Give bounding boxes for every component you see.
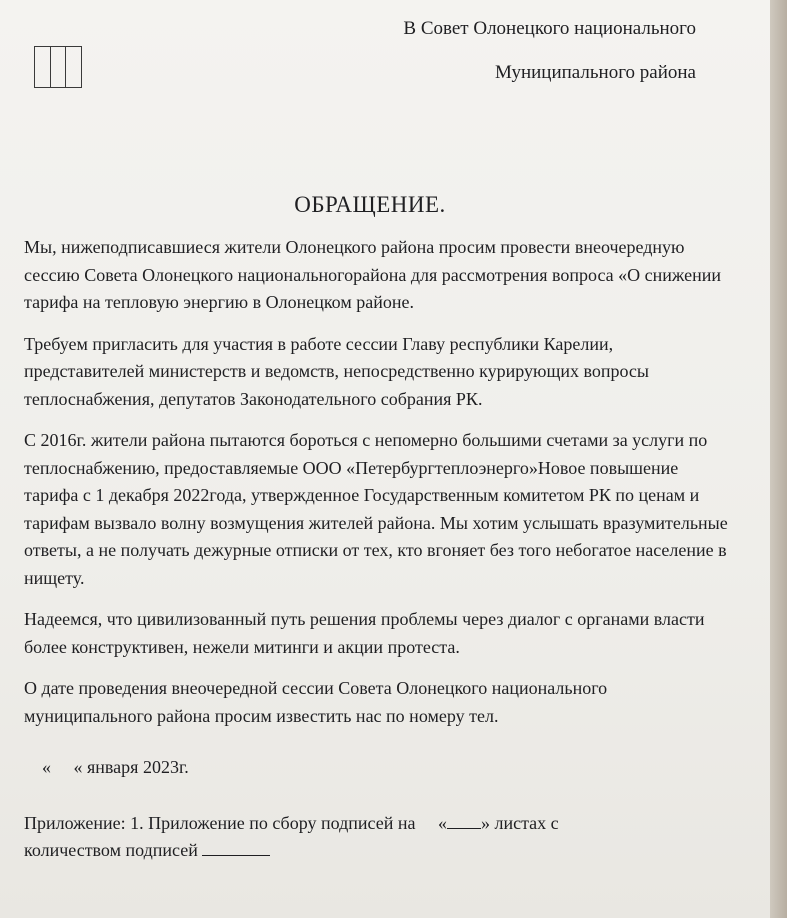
- registration-cell: [35, 47, 51, 87]
- sheets-blank: [447, 827, 481, 829]
- annex-text: Приложение: 1. Приложение по сбору подписей на: [24, 812, 416, 833]
- date-text: января 2023г.: [87, 757, 189, 777]
- addressee-line-1: В Совет Олонецкого национального: [403, 18, 696, 39]
- document-body: [24, 234, 736, 879]
- paragraph-notify: О дате проведения внеочередной сессии Совета Олонецкого национального муниципального района просим известить нас по номеру тел.: [24, 678, 608, 726]
- registration-box: [34, 46, 82, 88]
- annex: [24, 810, 736, 865]
- document-title: ОБРАЩЕНИЕ.: [294, 192, 446, 217]
- date-quote-open: «: [42, 757, 51, 777]
- annex-quote-open: «: [437, 812, 447, 833]
- paragraph-request: Мы, нижеподписавшиеся жители Олонецкого района просим провести внеочередную сессию Совета Олонецкого национальногорайона для рассмотрения вопроса «О снижении тарифа на тепловую энергию в Олонецком районе.: [24, 237, 721, 312]
- date-quote-open-2: «: [73, 757, 83, 777]
- registration-cell: [66, 47, 81, 87]
- signatures-count-blank: [202, 854, 270, 856]
- addressee-line-2: Муниципального района: [495, 62, 696, 83]
- addressee: [403, 18, 696, 84]
- paragraph-dialog: Надеемся, что цивилизованный путь решения проблемы через диалог с органами власти более конструктивен, нежели митинги и акции протеста.: [24, 609, 705, 657]
- background-edge: [770, 0, 787, 918]
- annex-text-2: листах с: [494, 812, 559, 833]
- annex-quote-close: »: [480, 812, 490, 833]
- annex-line-2: количеством подписей: [24, 840, 198, 860]
- registration-cell: [51, 47, 67, 87]
- paragraph-complaint: С 2016г. жители района пытаются бороться с непомерно большими счетами за услуги по теплоснабжению, предоставляемые ООО «Петербургтеплоэнерго»Новое повышение тарифа с 1 декабря 2022года, утвержденное Государственным комитетом РК по ценам и тарифам вызвало волну возмущения жителей района. Мы хотим услышать вразумительные ответы, а не получать дежурные отписки от тех, кто вгоняет без того небогатое население в нищету.: [24, 430, 728, 588]
- paragraph-invite: Требуем пригласить для участия в работе сессии Главу республики Карелии, представителей министерств и ведомств, непосредственно курирующих вопросы теплоснабжения, депутатов Законодательного собрания РК.: [24, 333, 649, 409]
- date-line: [24, 754, 736, 782]
